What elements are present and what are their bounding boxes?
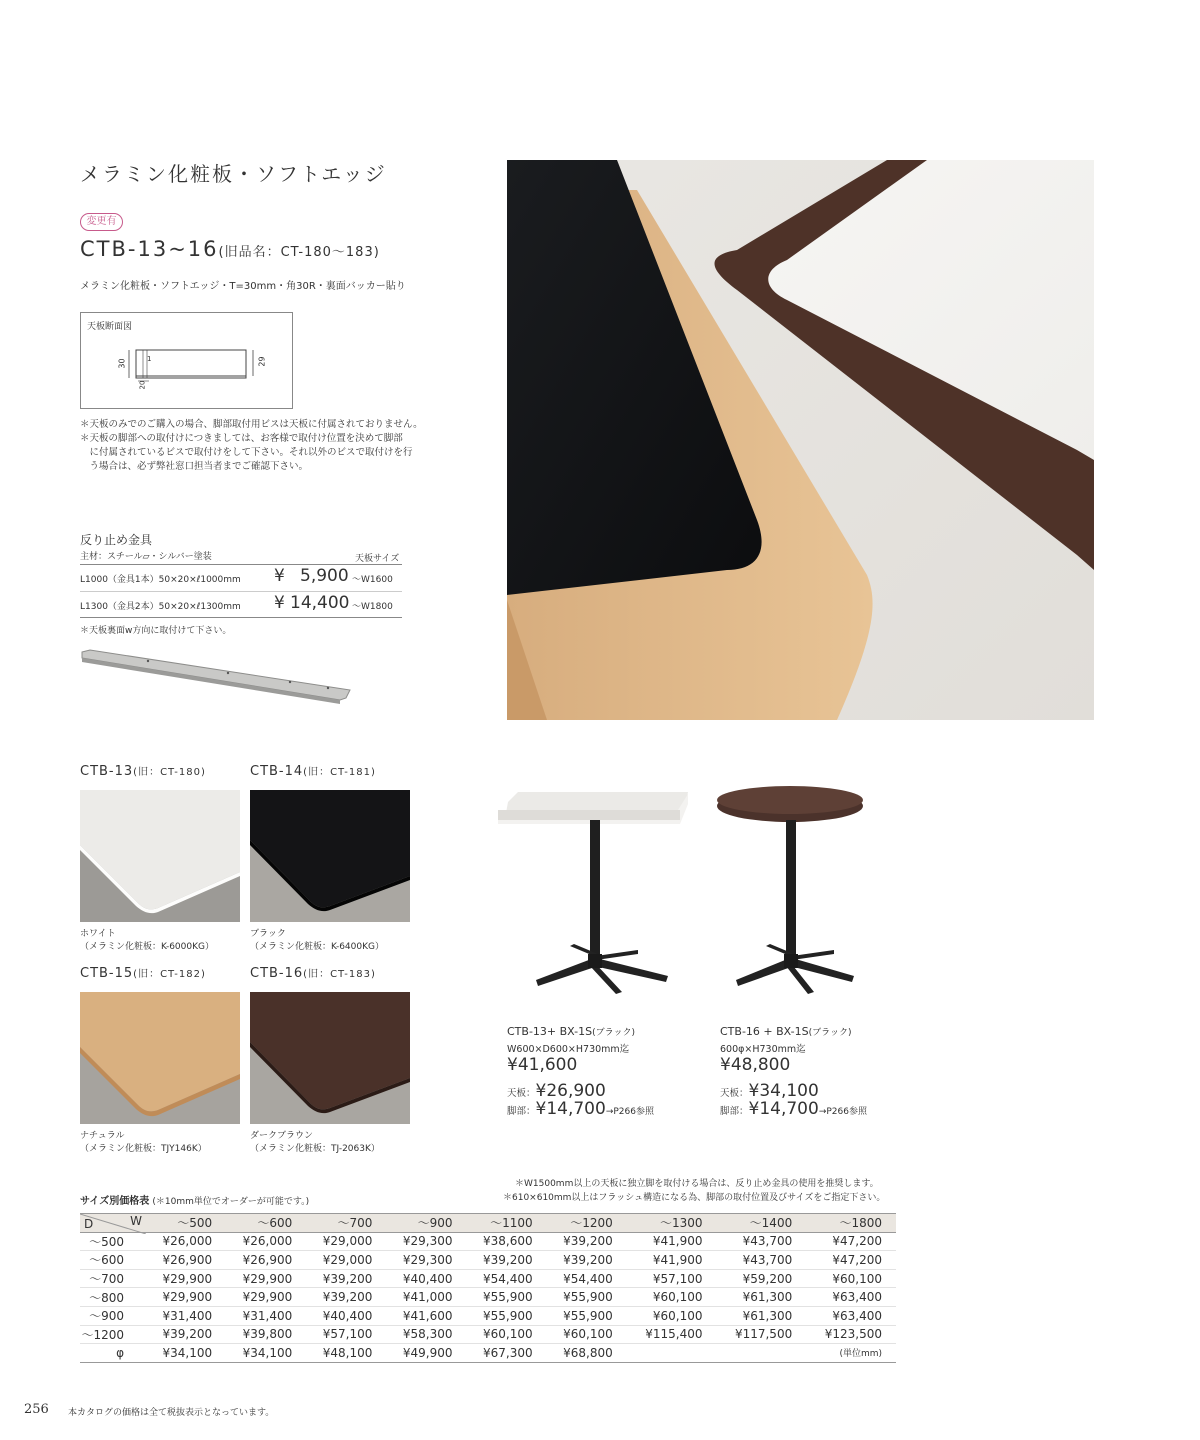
price-note: ＊W1500mm以上の天板に独立脚を取付ける場合は、反り止め金具の使用を推奨します。: [515, 1179, 879, 1189]
price-cell: ¥34,100: [146, 1344, 226, 1363]
price-cell: ¥26,900: [146, 1251, 226, 1270]
swatch-name: ブラック: [250, 929, 286, 939]
swatch-old-code: (旧：CT-180): [133, 767, 206, 778]
page-title: メラミン化粧板・ソフトエッジ: [80, 162, 387, 186]
corner-w-label: W: [130, 1214, 142, 1228]
price-cell: ¥29,000: [306, 1232, 386, 1251]
swatch-name: ホワイト: [80, 929, 116, 939]
price-cell: ¥60,100: [467, 1325, 547, 1344]
product-price: ¥41,600: [507, 1055, 578, 1075]
swatch-caption-dark-brown: [250, 1130, 380, 1156]
swatch-material: （メラミン化粧板：TJY146K）: [80, 1144, 207, 1154]
product-dimensions: 600φ×H730mm迄: [720, 1044, 806, 1055]
dim-29: 29: [257, 356, 267, 367]
product-leg-price: [507, 1099, 654, 1119]
swatch-title-ctb16: [250, 965, 376, 981]
row-header: ～500: [80, 1232, 146, 1251]
product-image-square-table: [490, 780, 700, 1010]
price-cell: ¥55,900: [467, 1288, 547, 1307]
dim-1: 1: [147, 355, 152, 363]
product-price: ¥48,800: [720, 1055, 791, 1075]
price-cell: ¥39,800: [226, 1325, 306, 1344]
price-cell: ¥43,700: [716, 1251, 806, 1270]
row-header: ～700: [80, 1269, 146, 1288]
page-number: 256: [24, 1402, 49, 1417]
table-header-row: [80, 1214, 896, 1233]
swatch-title-ctb15: [80, 965, 206, 981]
model-old-name: (旧品名：CT-180～183): [218, 245, 380, 260]
table-row: [80, 1232, 896, 1251]
price-cell: ¥68,800: [547, 1344, 627, 1363]
bracket-size-header: 天板サイズ: [355, 554, 400, 564]
price-cell: ¥34,100: [226, 1344, 306, 1363]
table-row: [80, 1306, 896, 1325]
table-row: [80, 1251, 896, 1270]
price-cell: ¥39,200: [467, 1251, 547, 1270]
price-cell: ¥40,400: [306, 1306, 386, 1325]
swatch-caption-natural: [80, 1130, 207, 1156]
table-title: サイズ別価格表: [80, 1196, 150, 1207]
price-cell: ¥26,000: [146, 1232, 226, 1251]
swatch-name: ナチュラル: [80, 1131, 125, 1141]
swatch-natural: [80, 992, 240, 1124]
price-cell: ¥49,900: [386, 1344, 466, 1363]
bracket-material: 主材：スチール▱・シルバー塗装: [80, 552, 212, 562]
cross-section-label: 天板断面図: [87, 322, 133, 332]
column-header: ～1300: [627, 1214, 717, 1233]
price-cell: ¥26,000: [226, 1232, 306, 1251]
column-header: ～700: [306, 1214, 386, 1233]
leg-label: 脚部：: [507, 1106, 536, 1117]
price-cell: ¥39,200: [306, 1288, 386, 1307]
column-header: ～1200: [547, 1214, 627, 1233]
swatch-material: （メラミン化粧板：K-6000KG）: [80, 942, 214, 952]
price-cell: ¥57,100: [306, 1325, 386, 1344]
table-row: [80, 1288, 896, 1307]
row-header: ～600: [80, 1251, 146, 1270]
bracket-divider-mid: [80, 591, 402, 592]
price-cell: ¥63,400: [806, 1306, 896, 1325]
cross-section-diagram: [80, 312, 293, 409]
tabletop-photo: [507, 160, 1094, 720]
price-cell: ¥41,600: [386, 1306, 466, 1325]
price-cell: ¥57,100: [627, 1269, 717, 1288]
spec-description: メラミン化粧板・ソフトエッジ・T=30mm・角30R・裏面バッカー貼り: [80, 281, 406, 292]
dim-30: 30: [117, 358, 127, 369]
product-top-price: [720, 1081, 819, 1101]
table-row: [80, 1344, 896, 1363]
swatch-material: （メラミン化粧板：TJ-2063K）: [250, 1144, 380, 1154]
price-cell: ¥29,300: [386, 1251, 466, 1270]
bracket-row-yen: ¥: [274, 566, 285, 586]
row-header: ～1200: [80, 1325, 146, 1344]
price-cell: ¥60,100: [627, 1288, 717, 1307]
price-cell: ¥29,900: [226, 1288, 306, 1307]
price-cell: ¥117,500: [716, 1325, 806, 1344]
price-cell: ¥29,300: [386, 1232, 466, 1251]
row-header: ～900: [80, 1306, 146, 1325]
leg-price: ¥14,700: [748, 1099, 819, 1119]
price-cell: ¥31,400: [146, 1306, 226, 1325]
column-header: ～900: [386, 1214, 466, 1233]
model-number: [80, 237, 380, 261]
column-header: ～1100: [467, 1214, 547, 1233]
swatch-name: ダークブラウン: [250, 1131, 314, 1141]
price-cell: ¥63,400: [806, 1288, 896, 1307]
table-row: [80, 1269, 896, 1288]
price-cell: ¥39,200: [146, 1325, 226, 1344]
price-cell: (単位mm): [806, 1344, 896, 1363]
price-cell: ¥61,300: [716, 1288, 806, 1307]
price-cell: ¥59,200: [716, 1269, 806, 1288]
dim-20: 20: [138, 380, 147, 390]
price-cell: ¥60,100: [547, 1325, 627, 1344]
column-header: ～500: [146, 1214, 226, 1233]
swatch-code: CTB-14: [250, 764, 304, 779]
bracket-row-name: L1300（金具2本）50×20×ℓ1300mm: [80, 602, 241, 612]
price-cell: ¥55,900: [547, 1288, 627, 1307]
swatch-old-code: (旧：CT-183): [303, 969, 376, 980]
bracket-row-yen: ¥: [274, 593, 285, 613]
row-header: ～800: [80, 1288, 146, 1307]
price-cell: ¥60,100: [627, 1306, 717, 1325]
swatch-caption-white: [80, 928, 214, 954]
price-cell: ¥29,000: [306, 1251, 386, 1270]
product-dimensions: W600×D600×H730mm迄: [507, 1044, 630, 1055]
price-cell: ¥29,900: [146, 1269, 226, 1288]
table-subtitle: (＊10mm単位でオーダーが可能です。): [152, 1197, 310, 1207]
leg-price: ¥14,700: [535, 1099, 606, 1119]
price-cell: ¥41,900: [627, 1232, 717, 1251]
bracket-row-size: ～W1600: [352, 575, 393, 585]
product-variant: (ブラック): [808, 1028, 852, 1038]
swatch-dark-brown: [250, 992, 410, 1124]
leg-reference: →P266参照: [818, 1107, 867, 1117]
price-cell: ¥29,900: [226, 1269, 306, 1288]
top-price: ¥34,100: [748, 1081, 819, 1101]
swatch-old-code: (旧：CT-181): [303, 767, 376, 778]
price-cell: ¥54,400: [467, 1269, 547, 1288]
price-cell: ¥58,300: [386, 1325, 466, 1344]
price-cell: ¥29,900: [146, 1288, 226, 1307]
column-header: ～1400: [716, 1214, 806, 1233]
change-badge: 変更有: [80, 213, 123, 231]
swatch-title-ctb13: [80, 763, 206, 779]
model-name: CTB-13~16: [80, 237, 219, 261]
bracket-row-name: L1000（金具1本）50×20×ℓ1000mm: [80, 575, 241, 585]
product-top-price: [507, 1081, 606, 1101]
price-cell: ¥39,200: [547, 1232, 627, 1251]
swatch-code: CTB-13: [80, 764, 134, 779]
product-model: CTB-16 + BX-1S: [720, 1025, 809, 1038]
product-name: [720, 1025, 851, 1038]
price-cell: ¥41,900: [627, 1251, 717, 1270]
footer-note: 本カタログの価格は全て税抜表示となっています。: [68, 1408, 275, 1418]
price-cell: [627, 1344, 717, 1363]
price-cell: ¥39,200: [547, 1251, 627, 1270]
bracket-divider-top: [80, 564, 402, 565]
column-header: ～600: [226, 1214, 306, 1233]
price-cell: ¥38,600: [467, 1232, 547, 1251]
price-cell: ¥47,200: [806, 1251, 896, 1270]
price-cell: ¥55,900: [467, 1306, 547, 1325]
bracket-title: 反り止め金具: [80, 533, 153, 547]
price-cell: [716, 1344, 806, 1363]
bracket-row-price: 5,900: [300, 566, 349, 586]
swatch-title-ctb14: [250, 763, 376, 779]
top-label: 天板：: [507, 1088, 536, 1099]
price-cell: ¥39,200: [306, 1269, 386, 1288]
purchase-notes: ＊天板のみでのご購入の場合、脚部取付用ビスは天板に付属されておりません。 ＊天板の脚部への取付けにつきましては、お客様で取付け位置を決めて脚部 に付属されているビスで取付けをして下さい。それ以外のビスで取付けを行 う場合は、必ず弊社窓口担当者までご確認下さい。: [80, 419, 423, 472]
price-cell: ¥61,300: [716, 1306, 806, 1325]
price-note: ＊610×610mm以上はフラッシュ構造になる為、脚部の取付位置及びサイズをご指定下さい。: [503, 1193, 886, 1203]
price-cell: ¥31,400: [226, 1306, 306, 1325]
bracket-image: [78, 648, 358, 706]
leg-label: 脚部：: [720, 1106, 749, 1117]
table-row: [80, 1325, 896, 1344]
bracket-row-price: 14,400: [290, 593, 350, 613]
product-variant: (ブラック): [592, 1028, 635, 1038]
price-cell: ¥54,400: [547, 1269, 627, 1288]
swatch-white: [80, 790, 240, 922]
corner-d-label: D: [84, 1217, 94, 1231]
row-header: φ: [80, 1344, 146, 1363]
top-label: 天板：: [720, 1088, 749, 1099]
bracket-note: ＊天板裏面w方向に取付けて下さい。: [80, 626, 232, 636]
price-cell: ¥48,100: [306, 1344, 386, 1363]
table-corner: [80, 1214, 146, 1233]
product-image-round-table: [710, 780, 880, 1010]
bracket-divider-bottom: [80, 617, 402, 618]
leg-reference: →P266参照: [605, 1107, 654, 1117]
product-name: [507, 1025, 635, 1038]
swatch-material: （メラミン化粧板：K-6400KG）: [250, 942, 384, 952]
product-model: CTB-13+ BX-1S: [507, 1025, 593, 1038]
swatch-caption-black: [250, 928, 384, 954]
price-cell: ¥123,500: [806, 1325, 896, 1344]
price-cell: ¥40,400: [386, 1269, 466, 1288]
swatch-code: CTB-15: [80, 966, 134, 981]
price-table: [80, 1213, 896, 1363]
price-cell: ¥67,300: [467, 1344, 547, 1363]
price-cell: ¥26,900: [226, 1251, 306, 1270]
price-cell: ¥43,700: [716, 1232, 806, 1251]
swatch-old-code: (旧：CT-182): [133, 969, 206, 980]
price-cell: ¥47,200: [806, 1232, 896, 1251]
swatch-code: CTB-16: [250, 966, 304, 981]
price-cell: ¥115,400: [627, 1325, 717, 1344]
top-price: ¥26,900: [535, 1081, 606, 1101]
price-cell: ¥55,900: [547, 1306, 627, 1325]
price-cell: ¥41,000: [386, 1288, 466, 1307]
bracket-row-size: ～W1800: [352, 602, 393, 612]
price-cell: ¥60,100: [806, 1269, 896, 1288]
column-header: ～1800: [806, 1214, 896, 1233]
product-leg-price: [720, 1099, 867, 1119]
price-table-title: [80, 1192, 309, 1207]
swatch-black: [250, 790, 410, 922]
